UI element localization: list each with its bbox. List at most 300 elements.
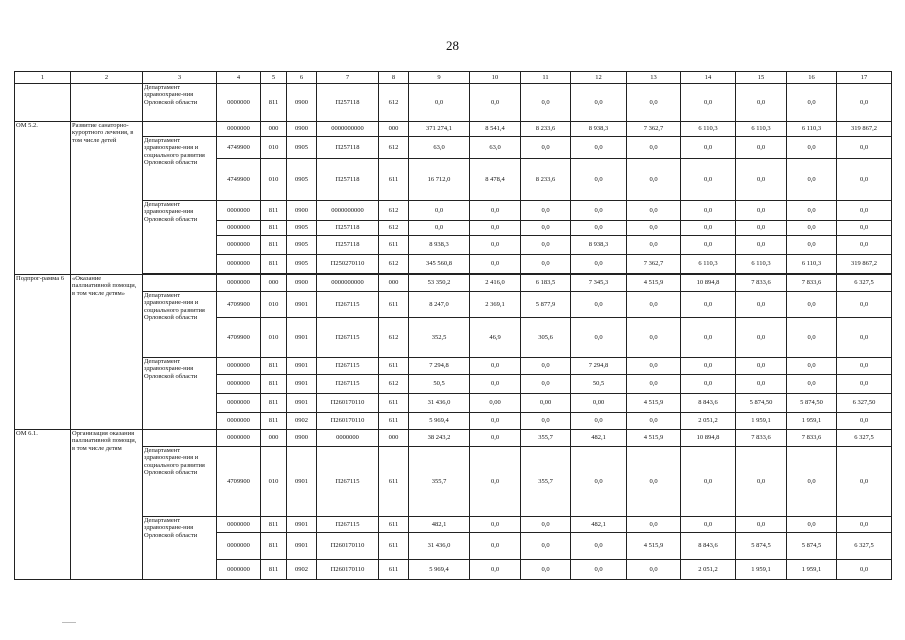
data-cell: 0,0 <box>736 292 787 318</box>
header-cell: 7 <box>317 72 379 84</box>
data-cell: 0000000 <box>217 221 261 236</box>
data-cell: 0,0 <box>837 137 892 159</box>
data-cell: 7 362,7 <box>627 122 681 137</box>
data-cell: 0905 <box>287 236 317 255</box>
data-cell: 0,0 <box>787 517 837 533</box>
data-cell: 5 874,50 <box>736 394 787 413</box>
data-cell: 7 294,8 <box>409 358 470 375</box>
data-cell: 5 877,9 <box>521 292 571 318</box>
data-cell: 0000000 <box>217 517 261 533</box>
header-cell: 10 <box>470 72 521 84</box>
data-cell: 0,0 <box>627 358 681 375</box>
data-cell: 0,0 <box>837 358 892 375</box>
data-cell: 8 938,3 <box>409 236 470 255</box>
data-cell: 371 274,1 <box>409 122 470 137</box>
data-cell: 0901 <box>287 375 317 394</box>
data-cell: 0905 <box>287 159 317 201</box>
data-cell: 482,1 <box>571 430 627 447</box>
data-cell: 0,0 <box>736 358 787 375</box>
data-cell: П267115 <box>317 517 379 533</box>
data-cell: 6 327,50 <box>837 394 892 413</box>
data-cell: 0,0 <box>681 375 736 394</box>
data-cell: 8 233,6 <box>521 122 571 137</box>
data-cell: П260170110 <box>317 413 379 430</box>
department-cell: Департамент здравоохране-ния и социального развития Орловской области <box>143 447 217 517</box>
department-cell: Департамент здравоохране-ния Орловской области <box>143 358 217 430</box>
data-cell: 0,00 <box>470 394 521 413</box>
data-cell: 8 247,0 <box>409 292 470 318</box>
header-cell: 11 <box>521 72 571 84</box>
department-cell: Департамент здравоохране-ния и социального развития Орловской области <box>143 292 217 358</box>
data-cell: 0,0 <box>787 375 837 394</box>
data-cell: 0,0 <box>470 430 521 447</box>
data-cell: 0900 <box>287 430 317 447</box>
data-cell: 0,0 <box>837 221 892 236</box>
header-cell: 15 <box>736 72 787 84</box>
data-cell: 6 110,3 <box>736 122 787 137</box>
data-cell: 0000000 <box>217 533 261 560</box>
data-cell: 0000000 <box>217 255 261 274</box>
data-cell: 7 833,6 <box>787 275 837 292</box>
data-cell: 0,0 <box>470 533 521 560</box>
data-cell: 4709900 <box>217 318 261 358</box>
department-cell <box>143 122 217 137</box>
data-cell: 0,0 <box>787 292 837 318</box>
data-cell: 0,0 <box>787 447 837 517</box>
data-cell: 0,0 <box>837 375 892 394</box>
data-cell: 7 833,6 <box>736 430 787 447</box>
department-cell: Департамент здравоохране-ния и социального развития Орловской области <box>143 137 217 201</box>
program-code-cell: ОМ 5.2. <box>15 122 71 275</box>
data-cell: 0,0 <box>627 413 681 430</box>
table-row <box>15 201 892 221</box>
data-cell: 63,0 <box>409 137 470 159</box>
data-cell: 5 874,50 <box>787 394 837 413</box>
data-cell: 0,0 <box>787 221 837 236</box>
data-cell: 0,0 <box>627 560 681 580</box>
data-cell: 0,0 <box>627 221 681 236</box>
data-cell: 4709900 <box>217 292 261 318</box>
department-cell: Департамент здравоохране-ния Орловской области <box>143 201 217 274</box>
header-cell: 2 <box>71 72 143 84</box>
data-cell: 53 350,2 <box>409 275 470 292</box>
data-cell: 0,0 <box>571 255 627 274</box>
data-cell: 1 959,1 <box>787 413 837 430</box>
data-cell: 0,0 <box>681 137 736 159</box>
data-cell: 345 560,8 <box>409 255 470 274</box>
data-cell: 0,0 <box>571 318 627 358</box>
data-cell: 0,0 <box>409 221 470 236</box>
data-cell: 7 833,6 <box>736 275 787 292</box>
data-cell: 010 <box>261 292 287 318</box>
data-cell: 46,9 <box>470 318 521 358</box>
data-cell: 6 110,3 <box>736 255 787 274</box>
table-row <box>15 137 892 159</box>
data-cell: 0,0 <box>571 159 627 201</box>
program-name-cell: Развитие санаторно-курортного лечения, в том числе детей <box>71 122 143 275</box>
data-cell: 0905 <box>287 221 317 236</box>
data-cell: 1 959,1 <box>787 560 837 580</box>
data-cell: 0,0 <box>736 201 787 221</box>
data-cell: 811 <box>261 255 287 274</box>
data-cell: 010 <box>261 447 287 517</box>
data-cell: 0,0 <box>571 533 627 560</box>
data-cell: 8 478,4 <box>470 159 521 201</box>
table-row <box>15 358 892 375</box>
data-cell: 0,0 <box>787 236 837 255</box>
data-cell: 000 <box>379 122 409 137</box>
data-cell: 0,0 <box>571 560 627 580</box>
data-cell: 811 <box>261 413 287 430</box>
data-cell: 0,0 <box>681 318 736 358</box>
data-cell: 612 <box>379 137 409 159</box>
data-cell: 0,0 <box>627 201 681 221</box>
header-cell: 4 <box>217 72 261 84</box>
data-cell: 7 833,6 <box>787 430 837 447</box>
data-cell: 0,0 <box>787 84 837 122</box>
data-cell: 0901 <box>287 292 317 318</box>
data-cell: П260170110 <box>317 394 379 413</box>
data-cell: 355,7 <box>409 447 470 517</box>
data-cell: 0,0 <box>787 201 837 221</box>
data-cell: 38 243,2 <box>409 430 470 447</box>
data-cell: 0,0 <box>736 137 787 159</box>
program-code-cell: Подпрог-рамма 6 <box>15 275 71 430</box>
data-cell: 0905 <box>287 137 317 159</box>
data-cell: 0,0 <box>837 560 892 580</box>
data-cell: 355,7 <box>521 447 571 517</box>
data-cell: 611 <box>379 533 409 560</box>
data-cell: 10 894,8 <box>681 275 736 292</box>
data-cell: 482,1 <box>409 517 470 533</box>
data-cell: 0,0 <box>470 413 521 430</box>
data-cell: 0,0 <box>681 221 736 236</box>
data-cell: 0901 <box>287 358 317 375</box>
data-cell: 0000000 <box>217 430 261 447</box>
program-name-cell: Организация оказания паллиативной помощи, в том числе детям <box>71 430 143 580</box>
data-cell: 811 <box>261 236 287 255</box>
data-cell: 0,0 <box>837 201 892 221</box>
data-cell: 000 <box>379 275 409 292</box>
data-cell: 4 515,9 <box>627 533 681 560</box>
data-cell: 50,5 <box>409 375 470 394</box>
data-cell: 611 <box>379 292 409 318</box>
data-cell: 305,6 <box>521 318 571 358</box>
data-cell: 000 <box>379 430 409 447</box>
data-cell: 5 969,4 <box>409 560 470 580</box>
data-cell: 0,0 <box>521 533 571 560</box>
data-cell: 5 969,4 <box>409 413 470 430</box>
data-cell: П257118 <box>317 236 379 255</box>
header-cell: 14 <box>681 72 736 84</box>
data-cell: 811 <box>261 375 287 394</box>
data-cell: 0901 <box>287 533 317 560</box>
data-cell: 355,7 <box>521 430 571 447</box>
data-cell: 4 515,9 <box>627 394 681 413</box>
data-cell: 6 327,5 <box>837 533 892 560</box>
data-cell: 0,00 <box>571 394 627 413</box>
scan-mark <box>62 622 76 623</box>
department-cell: Департамент здравоохране-ния Орловской области <box>143 517 217 580</box>
data-cell: П267115 <box>317 318 379 358</box>
data-cell: 0000000 <box>217 122 261 137</box>
data-cell: 0,0 <box>736 159 787 201</box>
data-cell: 0,0 <box>521 201 571 221</box>
data-cell: 0902 <box>287 560 317 580</box>
data-cell: 811 <box>261 533 287 560</box>
data-cell: 811 <box>261 560 287 580</box>
data-cell: 612 <box>379 221 409 236</box>
data-cell: 0,0 <box>627 159 681 201</box>
data-cell: 0,0 <box>837 84 892 122</box>
data-cell: 2 051,2 <box>681 413 736 430</box>
data-cell: 0,0 <box>837 517 892 533</box>
data-cell: 0,0 <box>571 221 627 236</box>
data-cell: 000 <box>261 275 287 292</box>
data-cell: 0,0 <box>571 137 627 159</box>
data-cell: 612 <box>379 84 409 122</box>
data-cell: 0,0 <box>627 84 681 122</box>
header-cell: 3 <box>143 72 217 84</box>
program-name-cell <box>71 84 143 122</box>
data-cell: 0,0 <box>681 159 736 201</box>
data-cell: 0900 <box>287 122 317 137</box>
data-cell: 6 110,3 <box>681 122 736 137</box>
data-cell: П250270110 <box>317 255 379 274</box>
data-cell: 8 541,4 <box>470 122 521 137</box>
data-cell: 612 <box>379 318 409 358</box>
data-cell: 0,0 <box>409 84 470 122</box>
data-cell: 8 843,6 <box>681 533 736 560</box>
data-cell: 0000000 <box>217 201 261 221</box>
data-cell: 0,0 <box>521 84 571 122</box>
data-cell: 0,0 <box>787 137 837 159</box>
data-cell: П257118 <box>317 159 379 201</box>
data-cell: 0000000 <box>217 560 261 580</box>
data-cell: 000 <box>261 122 287 137</box>
table-row <box>15 430 892 447</box>
data-cell: 7 362,7 <box>627 255 681 274</box>
data-cell: 0900 <box>287 275 317 292</box>
data-cell: П267115 <box>317 292 379 318</box>
data-cell: 0000000 <box>217 413 261 430</box>
data-cell: 0,0 <box>571 292 627 318</box>
data-cell: 612 <box>379 255 409 274</box>
data-cell: 0,0 <box>409 201 470 221</box>
data-cell: 0,0 <box>521 358 571 375</box>
program-name-cell: «Оказание паллиативной помощи, в том числе детям» <box>71 275 143 430</box>
data-cell: 8 938,3 <box>571 122 627 137</box>
header-cell: 17 <box>837 72 892 84</box>
header-cell: 6 <box>287 72 317 84</box>
header-cell: 16 <box>787 72 837 84</box>
data-cell: 2 369,1 <box>470 292 521 318</box>
budget-table <box>14 71 892 580</box>
data-cell: 4 515,9 <box>627 275 681 292</box>
data-cell: 6 183,5 <box>521 275 571 292</box>
data-cell: 611 <box>379 560 409 580</box>
data-cell: 0,0 <box>521 255 571 274</box>
data-cell: 319 867,2 <box>837 122 892 137</box>
data-cell: 0000000 <box>217 358 261 375</box>
program-code-cell: ОМ 6.1. <box>15 430 71 580</box>
data-cell: 0,0 <box>571 84 627 122</box>
data-cell: 0,0 <box>627 318 681 358</box>
data-cell: 4 515,9 <box>627 430 681 447</box>
data-cell: 63,0 <box>470 137 521 159</box>
data-cell: 0901 <box>287 318 317 358</box>
data-cell: 0000000 <box>217 236 261 255</box>
data-cell: 31 436,0 <box>409 394 470 413</box>
data-cell: 612 <box>379 375 409 394</box>
data-cell: 0,0 <box>521 517 571 533</box>
data-cell: 0901 <box>287 517 317 533</box>
table-row <box>15 275 892 292</box>
data-cell: 4709900 <box>217 447 261 517</box>
data-cell: 811 <box>261 517 287 533</box>
data-cell: 5 874,5 <box>787 533 837 560</box>
data-cell: 0,0 <box>837 159 892 201</box>
data-cell: 0,0 <box>627 447 681 517</box>
data-cell: 0,0 <box>681 201 736 221</box>
header-cell: 1 <box>15 72 71 84</box>
data-cell: 0000000 <box>217 375 261 394</box>
data-cell: 0,0 <box>736 318 787 358</box>
data-cell: 482,1 <box>571 517 627 533</box>
data-cell: 352,5 <box>409 318 470 358</box>
data-cell: 0900 <box>287 84 317 122</box>
data-cell: 0,0 <box>837 236 892 255</box>
data-cell: 2 051,2 <box>681 560 736 580</box>
data-cell: 0,0 <box>736 236 787 255</box>
data-cell: 0,0 <box>571 201 627 221</box>
data-cell: 6 327,5 <box>837 275 892 292</box>
data-cell: 0,0 <box>627 375 681 394</box>
data-cell: 611 <box>379 413 409 430</box>
data-cell: 0,0 <box>521 137 571 159</box>
data-cell: 6 110,3 <box>787 122 837 137</box>
data-cell: 0,0 <box>470 375 521 394</box>
data-cell: 4749900 <box>217 137 261 159</box>
data-cell: 010 <box>261 159 287 201</box>
data-cell: 0,0 <box>521 560 571 580</box>
data-cell: 2 416,0 <box>470 275 521 292</box>
data-cell: 8 233,6 <box>521 159 571 201</box>
data-cell: 811 <box>261 84 287 122</box>
data-cell: 31 436,0 <box>409 533 470 560</box>
data-cell: 8 938,3 <box>571 236 627 255</box>
data-cell: 0,00 <box>521 394 571 413</box>
data-cell: 0,0 <box>571 413 627 430</box>
data-cell: 0,0 <box>837 413 892 430</box>
data-cell: 811 <box>261 221 287 236</box>
data-cell: 0000000 <box>217 275 261 292</box>
data-cell: 1 959,1 <box>736 560 787 580</box>
data-cell: 0901 <box>287 447 317 517</box>
data-cell: 0,0 <box>470 358 521 375</box>
data-cell: 7 345,3 <box>571 275 627 292</box>
data-cell: 0,0 <box>681 236 736 255</box>
data-cell: 0000000 <box>217 394 261 413</box>
data-cell: П267115 <box>317 358 379 375</box>
program-code-cell <box>15 84 71 122</box>
table-row <box>15 447 892 517</box>
data-cell: 0,0 <box>736 84 787 122</box>
data-cell: 0,0 <box>470 84 521 122</box>
data-cell: 611 <box>379 447 409 517</box>
data-cell: 0,0 <box>736 221 787 236</box>
header-cell: 8 <box>379 72 409 84</box>
page-number: 28 <box>446 38 459 53</box>
data-cell: 0,0 <box>627 236 681 255</box>
department-cell <box>143 275 217 292</box>
data-cell: 611 <box>379 358 409 375</box>
data-cell: 16 712,0 <box>409 159 470 201</box>
data-cell: 0,0 <box>681 84 736 122</box>
data-cell: 0000000000 <box>317 201 379 221</box>
data-cell: 1 959,1 <box>736 413 787 430</box>
department-cell <box>143 430 217 447</box>
data-cell: 0902 <box>287 413 317 430</box>
data-cell: 612 <box>379 201 409 221</box>
data-cell: 319 867,2 <box>837 255 892 274</box>
data-cell: П257118 <box>317 221 379 236</box>
data-cell: 0,0 <box>521 413 571 430</box>
data-cell: П257118 <box>317 84 379 122</box>
data-cell: 0000000000 <box>317 275 379 292</box>
data-cell: П267115 <box>317 375 379 394</box>
data-cell: 0,0 <box>681 358 736 375</box>
data-cell: 0,0 <box>470 201 521 221</box>
table-row <box>15 292 892 318</box>
data-cell: 10 894,8 <box>681 430 736 447</box>
data-cell: 0000000 <box>217 84 261 122</box>
header-cell: 9 <box>409 72 470 84</box>
header-cell: 5 <box>261 72 287 84</box>
data-cell: 0900 <box>287 201 317 221</box>
data-cell: 0,0 <box>787 318 837 358</box>
data-cell: 5 874,5 <box>736 533 787 560</box>
data-cell: 0,0 <box>521 221 571 236</box>
data-cell: 010 <box>261 137 287 159</box>
table-row <box>15 122 892 137</box>
data-cell: 0,0 <box>521 375 571 394</box>
data-cell: П260170110 <box>317 533 379 560</box>
data-cell: 0905 <box>287 255 317 274</box>
data-cell: 0,0 <box>681 292 736 318</box>
data-cell: 0,0 <box>470 221 521 236</box>
data-cell: 0,0 <box>681 447 736 517</box>
data-cell: 0,0 <box>787 358 837 375</box>
header-cell: 12 <box>571 72 627 84</box>
data-cell: 811 <box>261 201 287 221</box>
data-cell: 0,0 <box>736 375 787 394</box>
header-cell: 13 <box>627 72 681 84</box>
table-row <box>15 84 892 122</box>
data-cell: 611 <box>379 394 409 413</box>
data-cell: 0,0 <box>837 318 892 358</box>
data-cell: 0901 <box>287 394 317 413</box>
data-cell: 811 <box>261 394 287 413</box>
data-cell: 000 <box>261 430 287 447</box>
data-cell: 0,0 <box>470 236 521 255</box>
data-cell: 0,0 <box>736 447 787 517</box>
data-cell: 0,0 <box>521 236 571 255</box>
data-cell: 0,0 <box>736 517 787 533</box>
data-cell: П257118 <box>317 137 379 159</box>
data-cell: 0,0 <box>627 137 681 159</box>
data-cell: 811 <box>261 358 287 375</box>
